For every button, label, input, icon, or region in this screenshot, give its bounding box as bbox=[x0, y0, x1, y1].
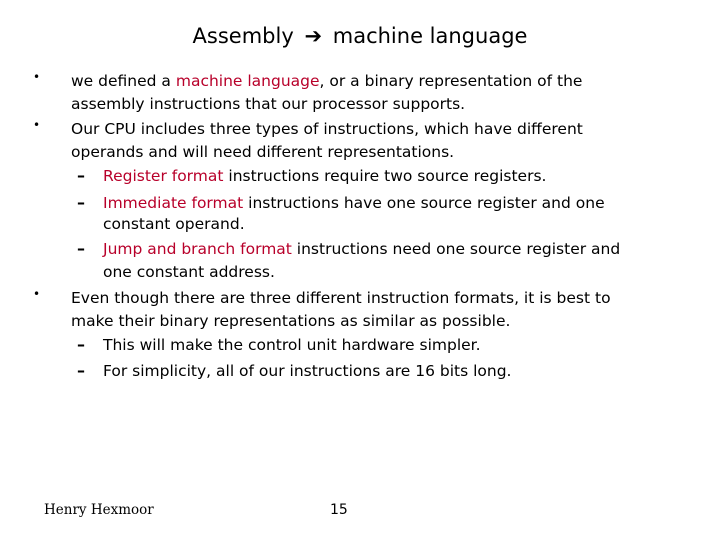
sub-bullet-register bbox=[103, 165, 546, 187]
sub-bullet-jump-branch-cont: one constant address. bbox=[103, 263, 275, 281]
sub-bullet-dash-icon: – bbox=[77, 335, 85, 354]
bullet-3-line-1: Even though there are three different instruction formats, it is best to bbox=[71, 289, 611, 307]
bullet-1-line-1 bbox=[71, 70, 582, 92]
sub-bullet-control-unit: This will make the control unit hardware simpler. bbox=[103, 336, 481, 354]
bullet-2-line-1: Our CPU includes three types of instructions, which have different bbox=[71, 120, 583, 138]
text-run: we defined a bbox=[71, 72, 176, 90]
bullet-dot-icon: • bbox=[33, 287, 41, 301]
page-number: 15 bbox=[330, 502, 348, 518]
sub-bullet-dash-icon: – bbox=[77, 193, 85, 212]
title-right: machine language bbox=[332, 24, 528, 48]
highlight-machine-language: machine language bbox=[175, 72, 320, 90]
bullet-2-line-2: operands and will need different representations. bbox=[71, 143, 455, 161]
sub-bullet-immediate-cont: constant operand. bbox=[103, 215, 245, 233]
sub-bullet-dash-icon: – bbox=[77, 361, 85, 380]
footer-author: Henry Hexmoor bbox=[44, 502, 154, 518]
bullet-dot-icon: • bbox=[33, 70, 41, 84]
text-run: instructions need one source register and bbox=[291, 240, 621, 258]
title-left: Assembly bbox=[192, 24, 294, 48]
text-run: , or a binary representation of the bbox=[319, 72, 583, 90]
highlight-register-format: Register format bbox=[103, 167, 224, 185]
sub-bullet-immediate bbox=[103, 192, 605, 214]
sub-bullet-16-bits: For simplicity, all of our instructions are 16 bits long. bbox=[103, 362, 512, 380]
highlight-jump-branch-format: Jump and branch format bbox=[103, 240, 292, 258]
sub-bullet-jump-branch bbox=[103, 238, 620, 260]
text-run: instructions have one source register and one bbox=[243, 194, 605, 212]
bullet-1-line-2: assembly instructions that our processor supports. bbox=[71, 95, 466, 113]
bullet-3-line-2: make their binary representations as similar as possible. bbox=[71, 312, 511, 330]
sub-bullet-dash-icon: – bbox=[77, 239, 85, 258]
bullet-dot-icon: • bbox=[33, 118, 41, 132]
right-arrow-icon: ➔ bbox=[304, 24, 323, 48]
text-run: instructions require two source registers. bbox=[223, 167, 547, 185]
sub-bullet-dash-icon: – bbox=[77, 166, 85, 185]
highlight-immediate-format: Immediate format bbox=[103, 194, 244, 212]
slide-title bbox=[0, 22, 720, 50]
